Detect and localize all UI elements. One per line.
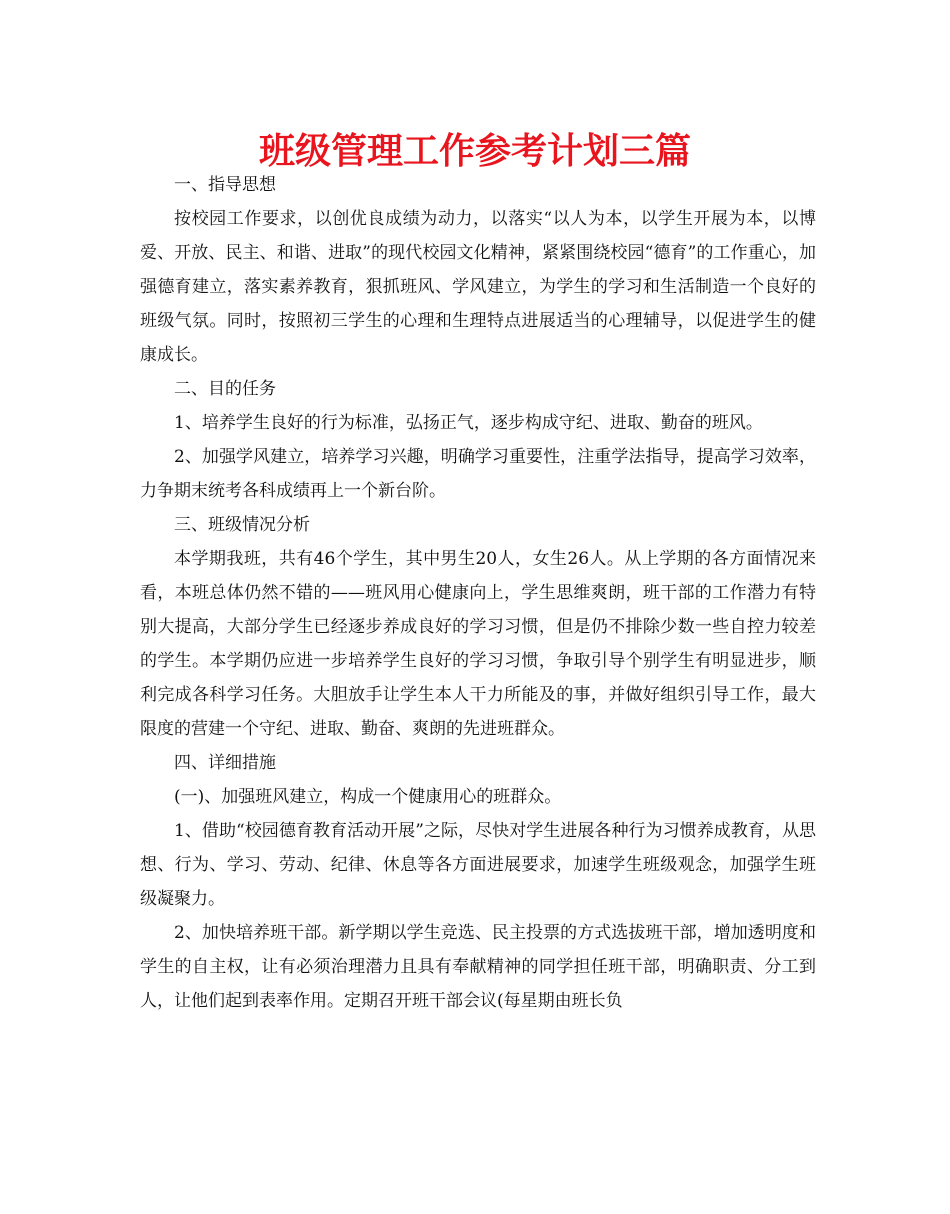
heading-class-analysis: 三、班级情况分析: [174, 515, 310, 535]
heading-goals: 二、目的任务: [174, 379, 276, 399]
subheading-class-spirit: (一)、加强班风建立，构成一个健康用心的班群众。: [174, 787, 562, 807]
heading-measures: 四、详细措施: [174, 753, 276, 773]
paragraph-class-analysis: 本学期我班，共有46个学生，其中男生20人，女生26人。从上学期的各方面情况来看，本班总体仍然不错的——班风用心健康向上，学生思维爽朗，班干部的工作潜力有特别大提高，大部分学生已经逐步养成良好的学习习惯，但是仍不排除少数一些自控力较差的学生。本学期仍应进一步培养学生良好的学习习惯，争取引导个别学生有明显进步，顺利完成各科学习任务。大胆放手让学生本人干力所能及的事，并做好组织引导工作，最大限度的营建一个守纪、进取、勤奋、爽朗的先进班群众。: [140, 549, 816, 739]
document-title: 班级管理工作参考计划三篇: [258, 130, 691, 172]
paragraph-measure-2: 2、加快培养班干部。新学期以学生竞选、民主投票的方式选拔班干部，增加透明度和学生的自主权，让有必须治理潜力且具有奉献精神的同学担任班干部，明确职责、分工到人，让他们起到表率作用。定期召开班干部会议(每星期由班长负: [140, 923, 816, 1011]
document-body: [140, 168, 816, 1018]
paragraph-goal-1: 1、培养学生良好的行为标准，弘扬正气，逐步构成守纪、进取、勤奋的班风。: [174, 413, 763, 433]
heading-guiding-thought: 一、指导思想: [174, 175, 276, 195]
paragraph-measure-1: 1、借助“校园德育教育活动开展”之际，尽快对学生进展各种行为习惯养成教育，从思想、行为、学习、劳动、纪律、休息等各方面进展要求，加速学生班级观念，加强学生班级凝聚力。: [140, 821, 816, 909]
paragraph-goal-2: 2、加强学风建立，培养学习兴趣，明确学习重要性，注重学法指导，提高学习效率，力争期末统考各科成绩再上一个新台阶。: [140, 447, 816, 501]
paragraph-guiding-thought: 按校园工作要求，以创优良成绩为动力，以落实“以人为本，以学生开展为本，以博爱、开放、民主、和谐、进取”的现代校园文化精神，紧紧围绕校园“德育”的工作重心，加强德育建立，落实素养教育，狠抓班风、学风建立，为学生的学习和生活制造一个良好的班级气氛。同时，按照初三学生的心理和生理特点进展适当的心理辅导，以促进学生的健康成长。: [140, 209, 816, 365]
